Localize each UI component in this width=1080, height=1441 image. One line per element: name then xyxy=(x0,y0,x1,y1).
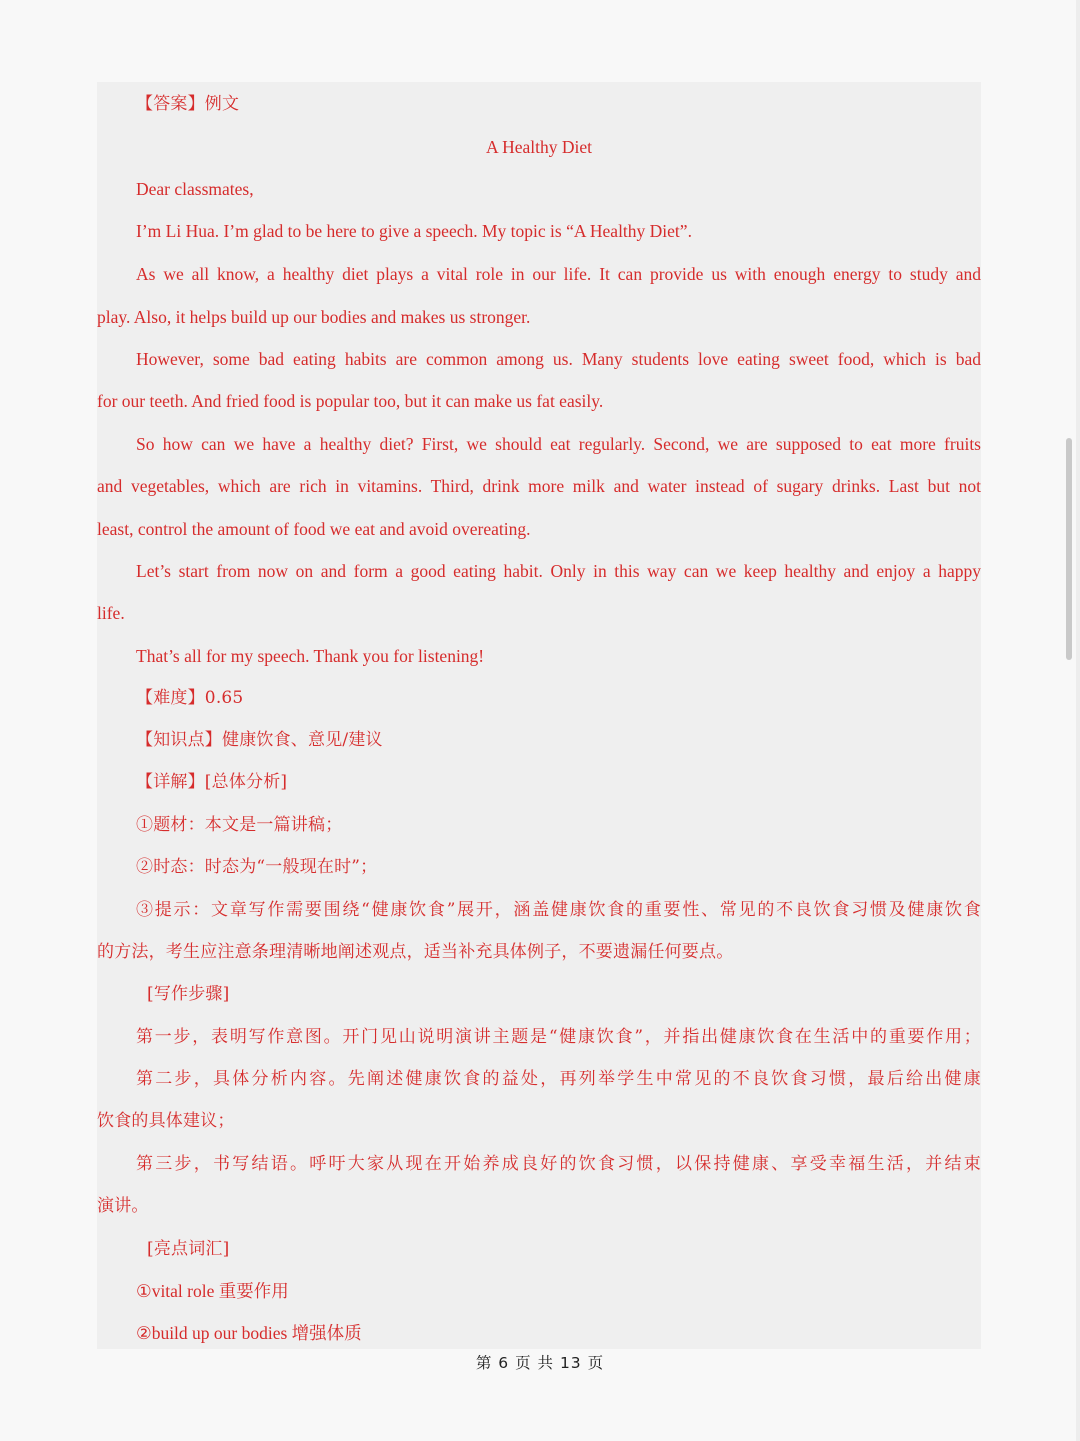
writing-step-2-line-1: 第二步，具体分析内容。先阐述健康饮食的益处，再列举学生中常见的不良饮食习惯，最后给出健康 xyxy=(136,1069,981,1089)
essay-closing: That’s all for my speech. Thank you for listening! xyxy=(136,646,485,666)
writing-steps-header: [写作步骤] xyxy=(147,984,230,1004)
writing-step-3-line-2: 演讲。 xyxy=(97,1196,149,1216)
essay-paragraph-2-line-1: As we all know, a healthy diet plays a vital role in our life. It can provide us with enough energy to study and xyxy=(136,264,981,284)
essay-paragraph-2-line-2: play. Also, it helps build up our bodies and makes us stronger. xyxy=(97,307,531,327)
analysis-item-3-line-2: 的方法，考生应注意条理清晰地阐述观点，适当补充具体例子，不要遗漏任何要点。 xyxy=(97,942,734,962)
vocab-item-2: ②build up our bodies 增强体质 xyxy=(136,1323,362,1343)
essay-paragraph-4-line-3: least, control the amount of food we eat and avoid overeating. xyxy=(97,519,531,539)
detail-header: 【详解】[总体分析] xyxy=(136,772,288,792)
essay-greeting: Dear classmates, xyxy=(136,179,254,199)
vocab-header: [亮点词汇] xyxy=(147,1239,230,1259)
page-number-footer: 第 6 页 共 13 页 xyxy=(475,1354,605,1372)
analysis-item-3-line-1: ③提示：文章写作需要围绕“健康饮食”展开，涵盖健康饮食的重要性、常见的不良饮食习惯及健康饮食 xyxy=(136,900,981,920)
answer-header: 【答案】例文 xyxy=(136,94,240,114)
answer-content-block xyxy=(97,82,981,1349)
essay-intro: I’m Li Hua. I’m glad to be here to give a speech. My topic is “A Healthy Diet”. xyxy=(136,221,692,241)
vocab-item-1: ①vital role 重要作用 xyxy=(136,1281,289,1301)
essay-paragraph-3-line-1: However, some bad eating habits are common among us. Many students love eating sweet food, which is bad xyxy=(136,349,981,369)
essay-paragraph-5-line-2: life. xyxy=(97,603,125,623)
knowledge-points: 【知识点】健康饮食、意见/建议 xyxy=(136,730,383,750)
difficulty-label: 【难度】0.65 xyxy=(136,688,244,708)
analysis-item-1: ①题材：本文是一篇讲稿； xyxy=(136,815,343,835)
essay-paragraph-3-line-2: for our teeth. And fried food is popular too, but it can make us fat easily. xyxy=(97,391,604,411)
writing-step-1: 第一步，表明写作意图。开门见山说明演讲主题是“健康饮食”，并指出健康饮食在生活中的重要作用； xyxy=(136,1027,981,1047)
essay-paragraph-4-line-1: So how can we have a healthy diet? First, we should eat regularly. Second, we are supposed to eat more fruits xyxy=(136,434,981,454)
analysis-item-2: ②时态：时态为“一般现在时”； xyxy=(136,857,378,877)
window-edge xyxy=(1076,0,1080,1441)
writing-step-2-line-2: 饮食的具体建议； xyxy=(97,1111,235,1131)
essay-paragraph-4-line-2: and vegetables, which are rich in vitamins. Third, drink more milk and water instead of sugary drinks. Last but not xyxy=(97,476,981,496)
vertical-scrollbar[interactable] xyxy=(1066,438,1072,660)
essay-paragraph-5-line-1: Let’s start from now on and form a good eating habit. Only in this way can we keep healthy and enjoy a happy xyxy=(136,561,981,581)
essay-title: A Healthy Diet xyxy=(486,137,592,157)
writing-step-3-line-1: 第三步，书写结语。呼吁大家从现在开始养成良好的饮食习惯，以保持健康、享受幸福生活，并结束 xyxy=(136,1154,981,1174)
